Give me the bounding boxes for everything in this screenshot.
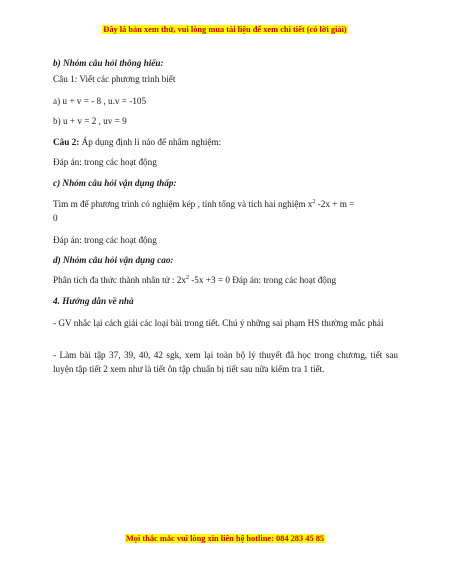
question-1-part-a: a) u + v = - 8 , u.v = -105 (53, 96, 147, 106)
preview-banner-text: Đây là bản xem thử, vui lòng mua tài liệu để xem chi tiết (có lời giải) (103, 25, 347, 34)
understanding-heading: b) Nhóm câu hỏi thông hiểu: (53, 58, 164, 68)
low-application-question-text-3: 0 (53, 213, 58, 223)
high-application-question (53, 275, 336, 286)
question-1-part-b: b) u + v = 2 , uv = 9 (53, 116, 127, 126)
answer-text-1: Đáp án: trong các hoạt động (53, 157, 157, 167)
high-application-question-text: Phân tích đa thức thành nhân tử : 2x (53, 275, 186, 285)
exponent: 2 (312, 199, 316, 205)
high-application-heading: d) Nhóm câu hỏi vận dụng cao: (53, 255, 174, 265)
question-2 (53, 137, 221, 148)
low-application-heading: c) Nhóm câu hỏi vận dụng thấp: (53, 178, 177, 188)
high-application-question-text-2: -5x +3 = 0 Đáp án: trong các hoạt động (188, 275, 337, 285)
answer-text-2: Đáp án: trong các hoạt động (53, 235, 157, 245)
low-application-question-text-2: -2x + m = (315, 199, 355, 209)
preview-banner (0, 25, 450, 34)
low-application-question-text: Tìm m để phương trình có nghiệm kép , tính tổng và tích hai nghiệm x (53, 199, 313, 209)
hotline-banner-text: Mọi thắc mắc vui lòng xin liên hệ hotline: 084 283 45 85 (125, 534, 325, 543)
question-2-label: Câu 2: (53, 137, 80, 147)
hotline-banner (0, 534, 450, 543)
homework-item-1: - GV nhắc lại cách giải các loại bài trong tiết. Chú ý những sai phạm HS thường mắc phải (53, 318, 384, 328)
question-1-title: Câu 1: Viết các phương trình biết (53, 74, 176, 84)
homework-heading: 4. Hướng dẫn về nhà (53, 296, 134, 306)
question-2-text: Áp dụng định lí nào để nhẩm nghiệm: (79, 137, 222, 147)
homework-item-2: - Làm bài tập 37, 39, 40, 42 sgk, xem lại toàn bộ lý thuyết đã học trong chương, tiết sau luyện tập tiết 2 xem như là tiết ôn tập chuẩn bị tiết sau nữa kiểm tra 1 tiết. (53, 350, 398, 374)
exponent: 2 (185, 275, 189, 281)
low-application-question (53, 199, 398, 224)
